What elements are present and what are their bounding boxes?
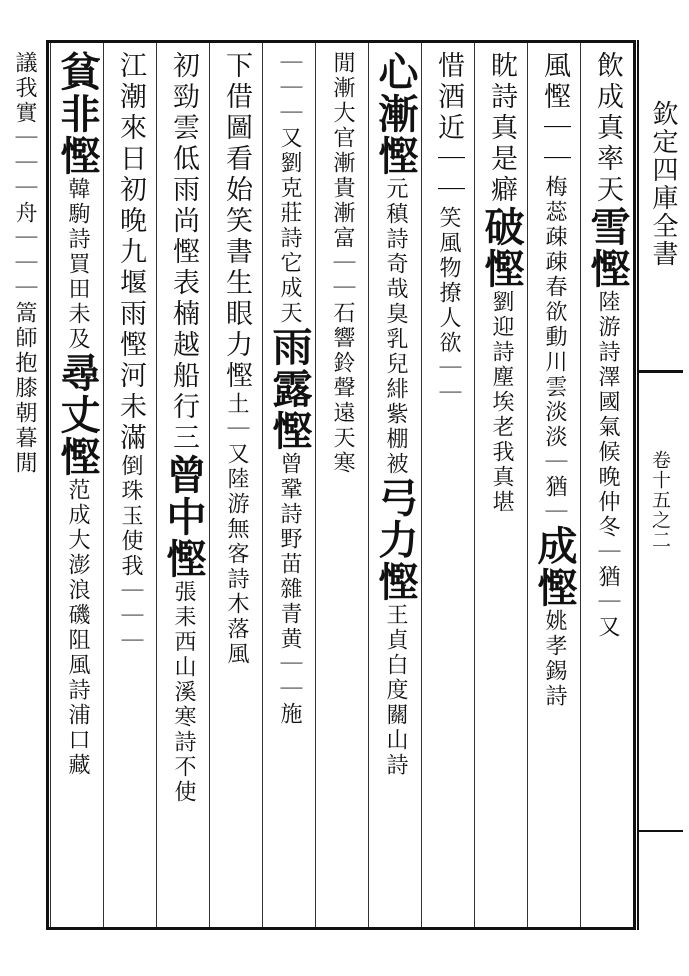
entry-text: ｜｜｜又劉克莊詩它成天	[277, 51, 302, 326]
text-columns	[12, 43, 633, 927]
book-title: 欽定四庫全書	[648, 100, 678, 268]
entry-text: 飲成真率天	[592, 51, 623, 206]
entry-text: 陸游詩澤國氣候晚仲冬｜猶｜又	[595, 290, 620, 640]
text-column	[315, 43, 368, 927]
chapter-label: 卷十五之二	[649, 450, 671, 550]
text-column	[50, 43, 103, 927]
entry-text: 下借圖看始笑書生眼力慳	[221, 51, 252, 392]
text-column	[103, 43, 156, 927]
entry-heading: 尋丈慳	[54, 352, 101, 478]
entry-heading: 曾中慳	[160, 454, 207, 580]
entry-text: 舟｜｜｜篙師抱膝朝暮閒	[12, 201, 37, 476]
entry-text: 姚孝錫詩	[542, 609, 567, 709]
entry-text: 倒珠玉使我｜｜｜	[118, 454, 143, 654]
entry-text: 張耒西山溪寒詩不使	[171, 580, 196, 805]
entry-text: 韓駒詩買田未及	[65, 177, 90, 352]
entry-heading: 雨露慳	[266, 326, 313, 452]
text-column	[262, 43, 315, 927]
entry-heading: 成慳	[531, 525, 578, 609]
entry-text: 議我實｜｜｜	[12, 51, 37, 201]
entry-text: 范成大澎浪磯阻風詩浦口藏	[65, 478, 90, 778]
text-column	[209, 43, 262, 927]
fold-divider-bottom	[639, 830, 683, 832]
entry-heading: 破慳	[478, 206, 525, 290]
text-column	[580, 43, 633, 927]
entry-text: 初勁雲低雨尚慳表楠越船行三	[168, 51, 199, 454]
text-column	[421, 43, 474, 927]
entry-text: 梅蕊疎疎春欲動川雲淡淡｜猶｜	[542, 175, 567, 525]
center-fold	[637, 40, 683, 930]
entry-text: 眈詩真是癖	[486, 51, 517, 206]
entry-text: 王貞白度關山詩	[383, 603, 408, 778]
entry-heading: 貧非慳	[54, 51, 101, 177]
entry-text: 風慳｜｜	[539, 51, 570, 175]
entry-text: 石響鈴聲遠天寒	[330, 301, 355, 476]
entry-text: 江潮來日初晚九堰雨慳河未滿	[115, 51, 146, 454]
text-column	[527, 43, 580, 927]
text-column	[474, 43, 527, 927]
entry-text: 劉迎詩塵埃老我真堪	[489, 290, 514, 515]
fold-divider-top	[639, 370, 683, 373]
entry-text: 元稹詩奇哉臭乳兒緋紫棚被	[383, 177, 408, 477]
text-column	[156, 43, 209, 927]
entry-text: 惜酒近｜｜	[433, 51, 464, 206]
entry-heading: 雪慳	[584, 206, 631, 290]
entry-heading: 心漸慳	[372, 51, 419, 177]
entry-text: 笑風物撩人欲｜｜	[436, 206, 461, 406]
text-column	[0, 43, 50, 927]
entry-text: 曾鞏詩野苗雜青黄｜｜施	[277, 452, 302, 727]
entry-text: 閒漸大官漸貴漸富｜｜	[330, 51, 355, 301]
text-column	[368, 43, 421, 927]
entry-text: 土｜又陸游無客詩木落風	[224, 392, 249, 667]
entry-heading: 弓力慳	[372, 477, 419, 603]
